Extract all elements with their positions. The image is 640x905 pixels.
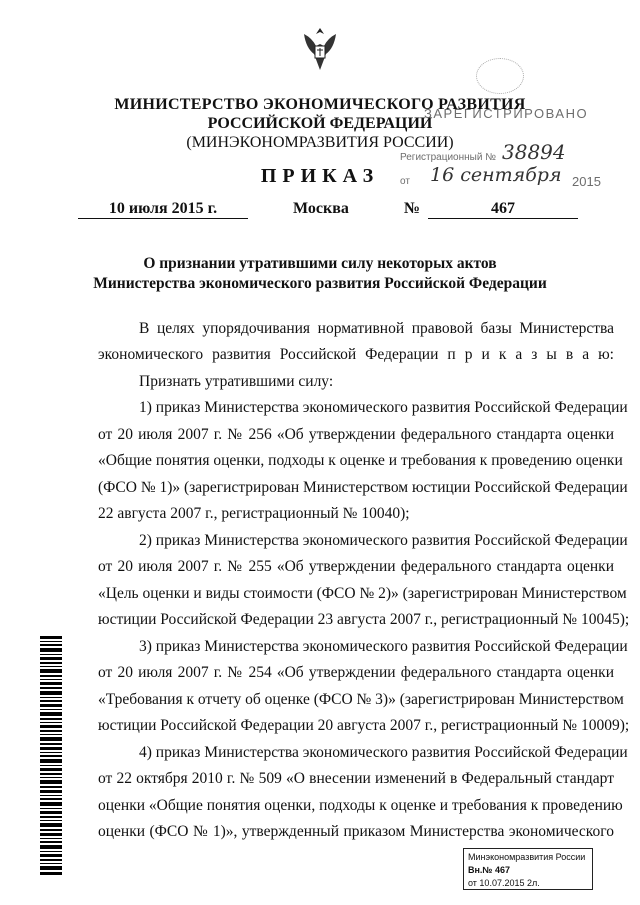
regbox-line1: Минэкономразвития России (468, 852, 586, 862)
body-line: «Требования к отчету об оценке (ФСО № 3)» (зарегистрирован Министерством (98, 691, 624, 708)
barcode-icon (40, 636, 62, 876)
registration-stamp (398, 64, 600, 190)
body-line: от 22 октября 2010 г. № 509 «О внесении изменений в Федеральный стандарт (98, 770, 614, 787)
stamp-year: 2015 (572, 174, 601, 189)
body-line: юстиции Российской Федерации 20 августа 2007 г., регистрационный № 10009); (98, 717, 630, 734)
order-number-sign: № (404, 200, 421, 217)
body-line: 1) приказ Министерства экономического развития Российской Федерации (139, 399, 628, 416)
order-number: 467 (428, 200, 578, 219)
body-line: 22 августа 2007 г., регистрационный № 10040); (98, 505, 410, 522)
body-line: от 20 июля 2007 г. № 254 «Об утверждении федерального стандарта оценки (98, 664, 614, 681)
order-city: Москва (293, 200, 349, 217)
body-line: «Цель оценки и виды стоимости (ФСО № 2)» (зарегистрирован Министерством (98, 585, 627, 602)
stamp-title: ЗАРЕГИСТРИРОВАНО (424, 106, 589, 121)
body-line: 4) приказ Министерства экономического развития Российской Федерации (139, 744, 628, 761)
internal-registration-box (463, 848, 593, 890)
body-line: оценки (ФСО № 1)», утвержденный приказом Министерства экономического (98, 823, 614, 840)
ministry-name-line2: РОССИЙСКОЙ ФЕДЕРАЦИИ (207, 115, 433, 132)
regbox-line2: Вн.№ 467 (468, 865, 510, 875)
regbox-line3: от 10.07.2015 2л. (468, 878, 540, 888)
ministry-short-name: (МИНЭКОНОМРАЗВИТИЯ РОССИИ) (186, 134, 454, 151)
stamp-date-handwritten: 16 сентября (430, 164, 562, 186)
body-line: «Общие понятия оценки, подходы к оценке и требования к проведению оценки (98, 452, 623, 469)
body-line: экономического развития Российской Федерации п р и к а з ы в а ю: (98, 346, 614, 363)
stamp-date-prefix: от (400, 176, 410, 187)
body-line: юстиции Российской Федерации 23 августа 2007 г., регистрационный № 10045); (98, 611, 630, 628)
stamp-reg-label: Регистрационный № (400, 152, 496, 163)
document-type-title: ПРИКАЗ (260, 165, 380, 187)
body-line: 2) приказ Министерства экономического развития Российской Федерации (139, 532, 628, 549)
body-line: от 20 июля 2007 г. № 256 «Об утверждении федерального стандарта оценки (98, 426, 614, 443)
body-line: 3) приказ Министерства экономического развития Российской Федерации (139, 638, 628, 655)
subject-line2: Министерства экономического развития Российской Федерации (93, 275, 547, 292)
order-date: 10 июля 2015 г. (78, 200, 248, 219)
coat-of-arms-icon (298, 24, 342, 74)
subject-line1: О признании утратившими силу некоторых актов (143, 255, 497, 272)
ministry-name-line1: МИНИСТЕРСТВО ЭКОНОМИЧЕСКОГО РАЗВИТИЯ (114, 96, 526, 113)
seal-icon (476, 58, 524, 94)
stamp-reg-number: 38894 (502, 140, 566, 164)
body-line: Признать утратившими силу: (139, 373, 334, 390)
body-line: оценки «Общие понятия оценки, подходы к оценке и требования к проведению (98, 797, 623, 814)
body-line: от 20 июля 2007 г. № 255 «Об утверждении федерального стандарта оценки (98, 558, 614, 575)
body-line: В целях упорядочивания нормативной правовой базы Министерства (139, 320, 614, 337)
body-line: (ФСО № 1)» (зарегистрирован Министерством юстиции Российской Федерации (98, 479, 628, 496)
